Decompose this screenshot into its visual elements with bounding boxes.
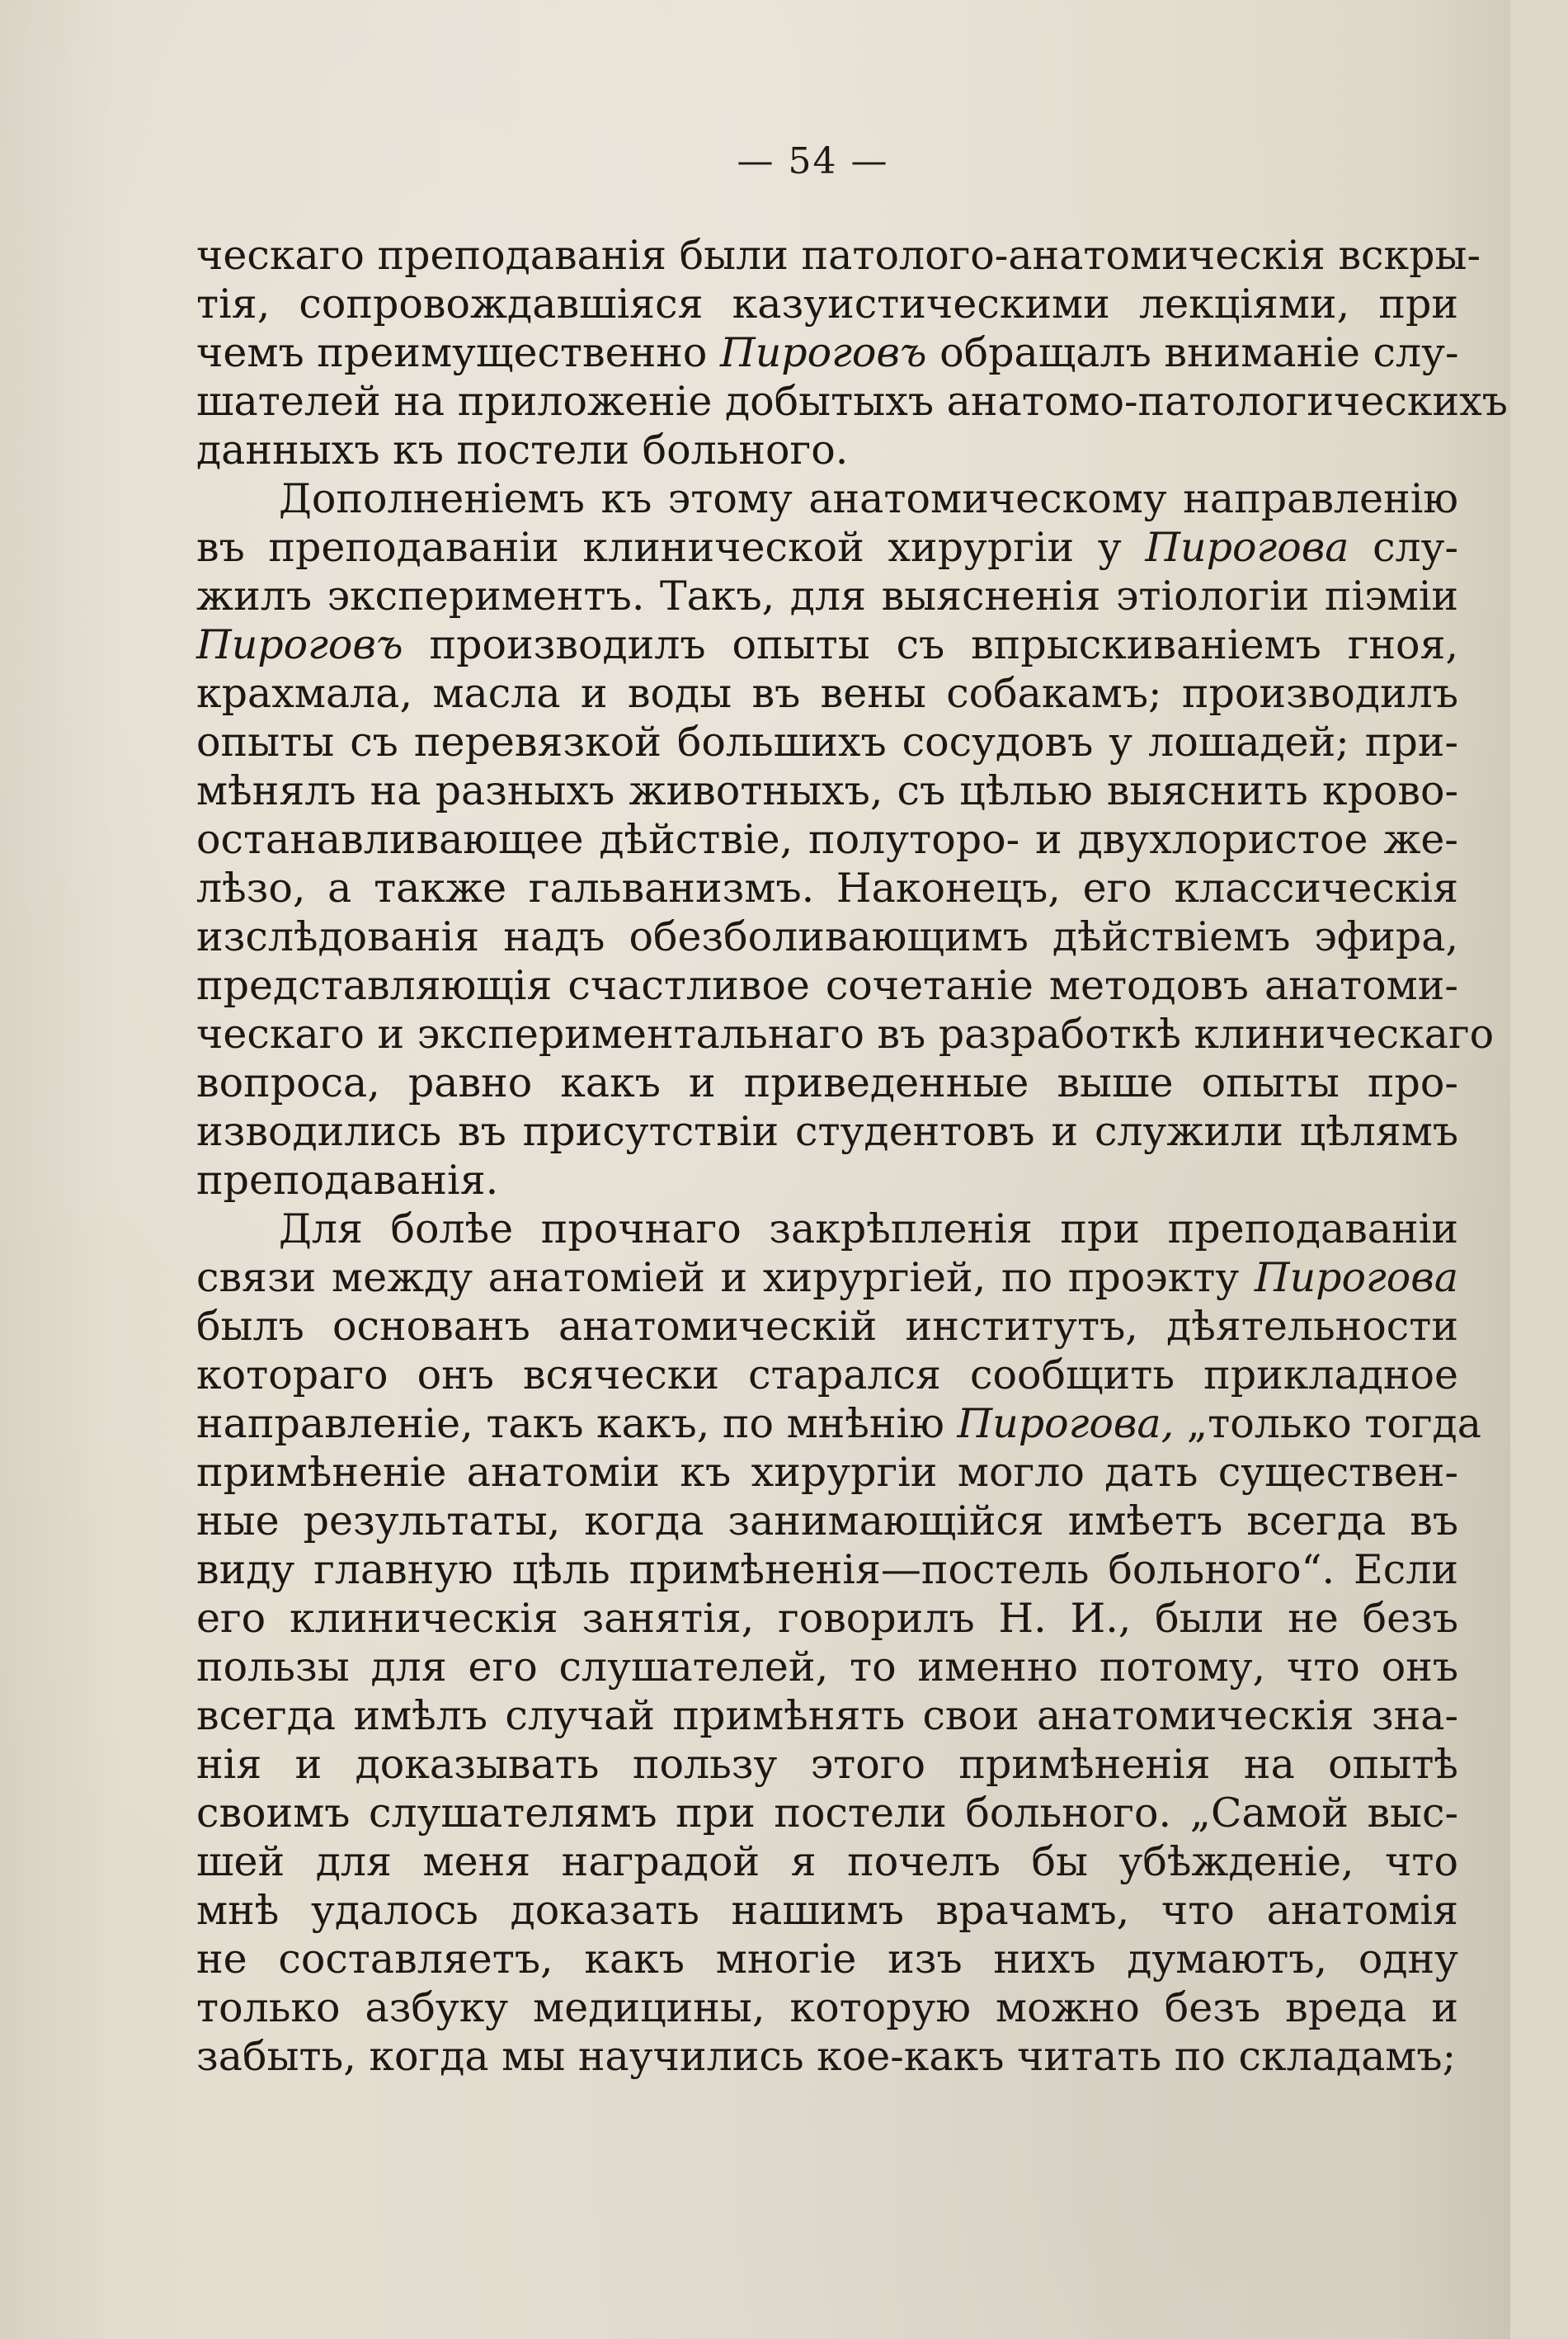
text-line: ческаго и экспериментальнаго въ разработкѣ клиническаго xyxy=(196,1011,1495,1058)
text-line: представляющія счастливое сочетаніе методовъ анатоми- xyxy=(196,962,1458,1009)
page-number: — 54 — xyxy=(737,140,889,182)
text-line: въ преподаваніи клинической хирургіи у Пирогова слу- xyxy=(196,524,1459,571)
text-line: его клиническія занятія, говорилъ Н. И., были не безъ xyxy=(196,1595,1459,1642)
text-line: связи между анатоміей и хирургіей, по проэкту Пирогова xyxy=(196,1254,1459,1301)
text-line: котораго онъ всячески старался сообщить прикладное xyxy=(196,1351,1459,1398)
text-line: былъ основанъ анатомическій институтъ, дѣятельности xyxy=(196,1303,1459,1350)
text-line: не составляетъ, какъ многіе изъ нихъ думаютъ, одну xyxy=(196,1936,1459,1983)
text-line: Пироговъ производилъ опыты съ впрыскиваніемъ гноя, xyxy=(196,621,1459,668)
text-line: мнѣ удалось доказать нашимъ врачамъ, что анатомія xyxy=(196,1887,1458,1934)
text-line: Для болѣе прочнаго закрѣпленія при преподаваніи xyxy=(279,1205,1458,1252)
text-line: чемъ преимущественно Пироговъ обращалъ вниманіе слу- xyxy=(196,329,1459,376)
text-line: мѣнялъ на разныхъ животныхъ, съ цѣлью выяснить крово- xyxy=(196,767,1459,814)
text-line: данныхъ къ постели больного. xyxy=(196,427,849,474)
text-line: только азбуку медицины, которую можно безъ вреда и xyxy=(196,1984,1459,2031)
text-line: изслѣдованія надъ обезболивающимъ дѣйствіемъ эфира, xyxy=(196,913,1459,960)
page-body xyxy=(196,231,1508,2081)
text-line: примѣненіе анатоміи къ хирургіи могло дать существен- xyxy=(196,1449,1459,1496)
text-line: забыть, когда мы научились кое-какъ читать по складамъ; xyxy=(196,2033,1457,2080)
text-line: всегда имѣлъ случай примѣнять свои анатомическія зна- xyxy=(196,1692,1459,1739)
paragraph-3 xyxy=(196,1205,1481,2081)
text-line: останавливающее дѣйствіе, полуторо- и двухлористое же- xyxy=(196,816,1458,863)
text-line: жилъ экспериментъ. Такъ, для выясненія этіологіи піэміи xyxy=(196,573,1459,620)
text-line: вопроса, равно какъ и приведенные выше опыты про- xyxy=(196,1059,1458,1106)
text-line: шей для меня наградой я почелъ бы убѣжденіе, что xyxy=(196,1838,1459,1885)
text-line: опыты съ перевязкой большихъ сосудовъ у лошадей; при- xyxy=(196,719,1459,766)
text-line: шателей на приложеніе добытыхъ анатомо-патологическихъ xyxy=(196,378,1508,425)
text-line: виду главную цѣль примѣненія—постель больного“. Если xyxy=(196,1546,1459,1593)
text-line: тія, сопровождавшіяся казуистическими лекціями, при xyxy=(196,281,1458,328)
text-line: ные результаты, когда занимающійся имѣетъ всегда въ xyxy=(196,1497,1459,1544)
paragraph-1 xyxy=(196,231,1508,474)
text-line: ческаго преподаванія были патолого-анатомическія вскры- xyxy=(196,232,1481,279)
text-line: преподаванія. xyxy=(196,1157,499,1204)
text-line: направленіе, такъ какъ, по мнѣнію Пирогова, „только тогда xyxy=(196,1400,1481,1447)
text-line: Дополненіемъ къ этому анатомическому направленію xyxy=(279,475,1459,522)
text-line: пользы для его слушателей, то именно потому, что онъ xyxy=(196,1643,1459,1691)
text-line: крахмала, масла и воды въ вены собакамъ; производилъ xyxy=(196,670,1459,717)
text-line: изводились въ присутствіи студентовъ и служили цѣлямъ xyxy=(196,1108,1459,1155)
text-line: своимъ слушателямъ при постели больного. „Самой выс- xyxy=(196,1790,1459,1837)
text-line: нія и доказывать пользу этого примѣненія на опытѣ xyxy=(196,1741,1458,1788)
text-line: лѣзо, а также гальванизмъ. Наконецъ, его классическія xyxy=(196,865,1458,912)
paragraph-2 xyxy=(196,474,1495,1205)
